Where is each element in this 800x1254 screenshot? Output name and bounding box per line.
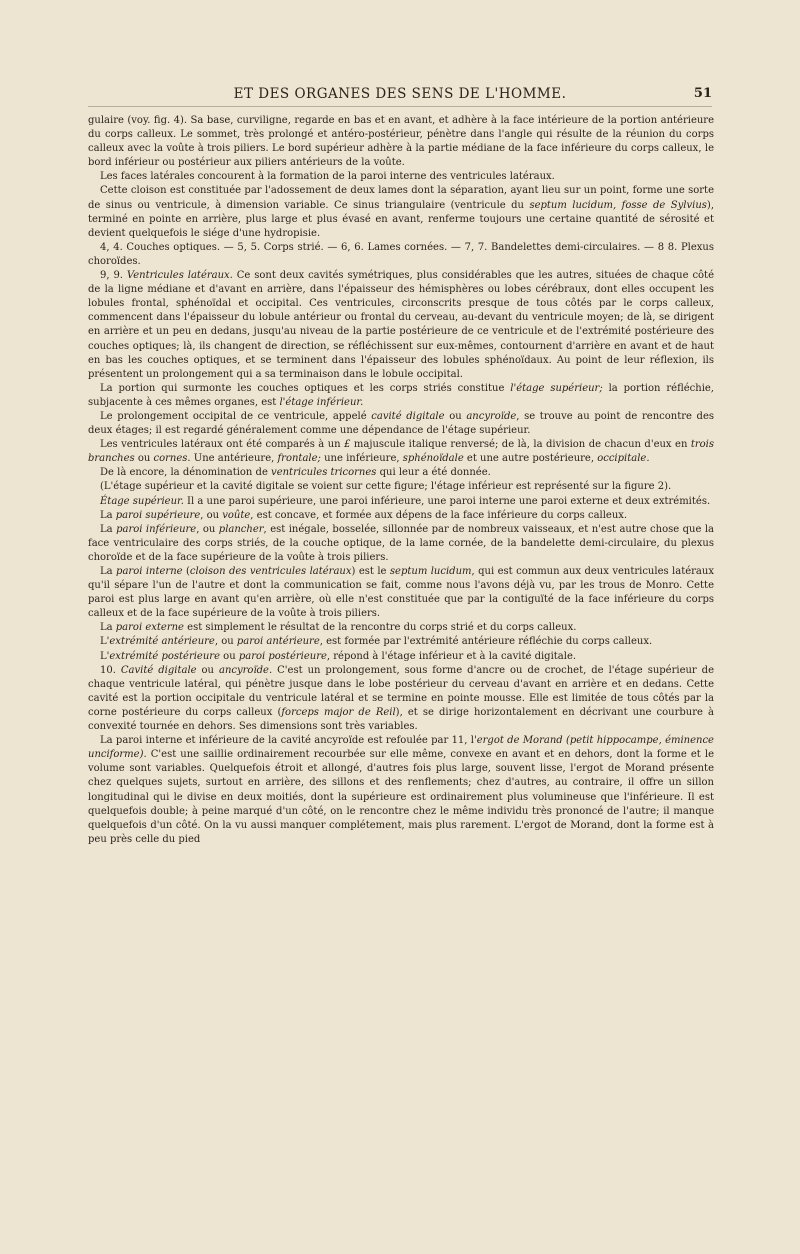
text-run: Les faces latérales concourent à la formation de la paroi interne des ventricules latéraux. bbox=[100, 171, 555, 183]
text-run: , ou bbox=[214, 636, 237, 648]
text-run: 9, 9. bbox=[100, 270, 127, 282]
text-run: 4, 4. Couches optiques. — 5, 5. Corps strié. — 6, 6. Lames cornées. — 7, 7. Bandelettes demi-circulaires. — 8 8. Plexus choroïdes. bbox=[88, 241, 714, 267]
text-run: De là encore, la dénomination de bbox=[100, 467, 272, 479]
text-run: . C'est un prolongement, sous forme d'ancre ou de crochet, de l'étage supérieur de chaque ventricule latéral, qui pénètre jusque dans le lobe postérieur du cerveau d'avant en arrière et en dedans. Cette cavité est la portion occipitale du ventricule latéral et se termine en pointe mousse. Elle est limitée de tous côtés par la corne postérieure du corps calleux ( bbox=[88, 664, 715, 718]
text-run: La bbox=[100, 523, 117, 535]
text-run: Cette cloison est constituée par l'adossement de deux lames dont la séparation, ayant lieu sur un point, forme une sorte de sinus ou ventricule, à dimension variable. Ce sinus triangulaire (ventricule du bbox=[88, 185, 714, 211]
text-run: , est formée par l'extrémité antérieure réfléchie du corps calleux. bbox=[319, 636, 653, 648]
italic-text: cornes bbox=[153, 453, 188, 465]
text-run: Ce sont deux cavités symétriques, plus considérables que les autres, situées de chaque côté de la ligne médiane et d'avant en arrière, dans l'épaisseur des hémisphères ou lobes cérébraux, dont elles occupent les lobules frontal, sphénoïdal et occipital. Ces ventricules, circonscrits presque de tous côtés par le corps calleux, commencent dans l'épaisseur du lobule antérieur ou frontal du cerveau, au-devant du ventricule moyen; de là, se dirigent en arrière et un peu en dedans, jusqu'au niveau de la partie postérieure de ce ventricule et de l'extrémité postérieure des couches optiques; là, ils changent de direction, se réfléchissent sur eux-mêmes, contournent d'arrière en avant et de haut en bas les couches optiques, et se terminent dans l'épaisseur des lobules sphénoïdaux. Au point de leur réflexion, ils présentent un prolongement qui a sa terminaison dans le lobule occipital. bbox=[88, 270, 714, 380]
italic-text: £ bbox=[344, 439, 351, 451]
text-run: ), et se dirige horizontalement en décrivant une courbure à convexité tournée en dehors. Ses dimensions sont très variables. bbox=[88, 706, 714, 733]
text-run: La portion qui surmonte les couches optiques et les corps striés constitue bbox=[100, 382, 511, 394]
paragraph bbox=[88, 114, 714, 170]
italic-text: sphénoïdale bbox=[402, 453, 464, 465]
text-run: ou bbox=[196, 664, 219, 676]
text-run: . C'est une saillie ordinairement recourbée sur elle même, convexe en avant et en dehors, dont la forme et le volume sont variables. Quelquefois étroit et allongé, d'autres fois plus large, souvent lisse, l'ergot de Morand présente chez quelques sujets, surtout en arrière, des sillons et des renflements; chez d'autres, au contraire, il offre un sillon longitudinal qui le divise en deux moitiés, dont la supérieure est ordinairement plus volumineuse que l'inférieure. Il est quelquefois double; à peine marqué d'un côté, on le rencontre chez le même individu très prononcé de l'autre; il manque quelquefois d'un côté. On la vu aussi manquer complétement, mais plus rarement. L'ergot de Morand, dont la forme est à peu près celle du pied bbox=[88, 749, 714, 845]
paragraph bbox=[88, 170, 714, 184]
text-run: majuscule italique renversé; de là, la division de chacun d'eux en bbox=[350, 439, 691, 451]
text-run: La bbox=[100, 509, 116, 521]
text-run: , ou bbox=[196, 523, 219, 535]
italic-text: paroi inférieure bbox=[116, 523, 197, 535]
paragraph bbox=[88, 734, 714, 847]
italic-text: ergot de Morand (petit hippocampe, éminence unciforme) bbox=[88, 735, 714, 761]
paragraph bbox=[88, 621, 714, 635]
italic-text: extrémité postérieure bbox=[109, 650, 220, 662]
paragraph bbox=[88, 269, 714, 382]
paragraph bbox=[88, 664, 714, 734]
text-run: la portion réfléchie, subjacente à ces mêmes organes, est bbox=[88, 382, 714, 408]
paragraph bbox=[88, 509, 714, 523]
italic-text: forceps major de Reil bbox=[281, 706, 396, 718]
text-run: 10. bbox=[100, 664, 121, 676]
italic-text: extrémité antérieure bbox=[109, 636, 215, 648]
text-run: , est inégale, bosselée, sillonnée par de nombreux vaisseaux, et n'est autre chose que la face ventriculaire des corps striés, de la couche optique, de la lame cornée, de la bandelette demi-circulaire, du plexus choroïde et de la face supérieure de la voûte à trois piliers. bbox=[88, 523, 715, 563]
text-run: ), terminé en pointe en arrière, plus large et plus évasé en avant, renferme toujours une certaine quantité de sérosité et devient quelquefois le siége d'une hydropisie. bbox=[88, 199, 715, 239]
text-run: , ou bbox=[200, 509, 223, 521]
text-run: Les ventricules latéraux ont été comparés à un bbox=[100, 439, 345, 451]
text-run: qui leur a été donnée. bbox=[376, 467, 491, 479]
italic-text: cavité digitale bbox=[371, 410, 445, 422]
italic-text: l'étage supérieur; bbox=[510, 382, 603, 394]
paragraph bbox=[88, 480, 714, 494]
paragraph bbox=[88, 438, 714, 466]
italic-text: frontale; bbox=[277, 453, 321, 465]
text-run: (L'étage supérieur et la cavité digitale se voient sur cette figure; l'étage inférieur est représenté sur la figure 2). bbox=[100, 481, 672, 493]
italic-text: cloison des ventricules latéraux bbox=[189, 566, 352, 577]
text-run: ou bbox=[220, 650, 239, 662]
paragraph bbox=[88, 495, 714, 509]
text-run: L' bbox=[100, 650, 110, 662]
italic-text: plancher bbox=[218, 523, 264, 535]
text-run: , se trouve au point de rencontre des deux étages; il est regardé généralement comme une dépendance de l'étage supérieur. bbox=[88, 410, 715, 437]
paragraph bbox=[88, 565, 714, 621]
page-header bbox=[88, 86, 712, 107]
italic-text: paroi supérieure bbox=[115, 509, 201, 521]
paragraph bbox=[88, 241, 714, 269]
text-run: gulaire (voy. fig. 4). Sa base, curviligne, regarde en bas et en avant, et adhère à la face intérieure de la portion antérieure du corps calleux. Le sommet, très prolongé et antéro-postérieur, pénètre dans l'angle qui résulte de la réunion du corps calleux avec la voûte à trois piliers. Le bord supérieur adhère à la partie médiane de la face inférieure du corps calleux, le bord inférieur ou postérieur aux piliers antérieurs de la voûte. bbox=[88, 115, 714, 169]
italic-text: ancyroïde bbox=[218, 664, 269, 676]
text-run: et une autre postérieure, bbox=[463, 453, 598, 465]
paragraph bbox=[88, 382, 714, 410]
italic-text: occipitale. bbox=[597, 453, 650, 465]
paragraph bbox=[88, 466, 714, 480]
text-run: Le prolongement occipital de ce ventricule, appelé bbox=[100, 410, 372, 422]
text-run: La bbox=[100, 622, 116, 634]
text-run: une inférieure, bbox=[320, 453, 403, 465]
italic-text: paroi postérieure bbox=[238, 650, 327, 662]
text-run: . Une antérieure, bbox=[187, 453, 278, 465]
page-number: 51 bbox=[693, 86, 712, 101]
paragraph bbox=[88, 184, 714, 240]
italic-text: paroi interne bbox=[116, 566, 183, 577]
running-title: ET DES ORGANES DES SENS DE L'HOMME. bbox=[233, 86, 567, 102]
italic-text: paroi antérieure bbox=[236, 636, 320, 648]
text-run: ) est le bbox=[351, 566, 390, 577]
italic-text: septum lucidum, fosse de Sylvius bbox=[529, 199, 707, 211]
text-run: ( bbox=[182, 566, 190, 577]
text-run: , répond à l'étage inférieur et à la cavité digitale. bbox=[326, 650, 577, 662]
paragraph bbox=[88, 410, 714, 438]
text-run: Il a une paroi supérieure, une paroi inférieure, une paroi interne une paroi externe et deux extrémités. bbox=[183, 495, 711, 507]
paragraph bbox=[88, 523, 714, 565]
italic-text: paroi externe bbox=[115, 622, 184, 634]
paragraph bbox=[88, 635, 714, 649]
text-run: La paroi interne et inférieure de la cavité ancyroïde est refoulée par 11, l' bbox=[100, 735, 477, 747]
body-text bbox=[88, 114, 714, 847]
paragraph bbox=[88, 650, 714, 664]
italic-text: septum lucidum bbox=[389, 566, 472, 577]
italic-text: ventricules tricornes bbox=[271, 467, 377, 479]
italic-text: Ventricules latéraux. bbox=[126, 270, 233, 282]
text-run: , qui est commun aux deux ventricules latéraux qu'il sépare l'un de l'autre et dont la communication se fait, comme nous l'avons déjà vu, par les trous de Monro. Cette paroi est plus large en avant qu'en arrière, où elle n'est constituée que par la contiguïté de la face inférieure du corps calleux et de la face supérieure de la voûte à trois piliers. bbox=[88, 566, 714, 620]
italic-text: ancyroïde bbox=[466, 410, 517, 422]
italic-text: Cavité digitale bbox=[120, 664, 197, 676]
italic-text: trois branches bbox=[88, 439, 714, 465]
text-run: La bbox=[100, 566, 117, 577]
italic-text: Étage supérieur. bbox=[100, 495, 184, 507]
italic-text: voûte bbox=[222, 509, 251, 521]
text-run: ou bbox=[134, 453, 154, 465]
text-run: est simplement le résultat de la rencontre du corps strié et du corps calleux. bbox=[183, 622, 577, 634]
text-run: ou bbox=[444, 410, 467, 422]
text-run: L' bbox=[100, 636, 110, 648]
text-run: , est concave, et formée aux dépens de la face inférieure du corps calleux. bbox=[250, 509, 628, 521]
italic-text: l'étage inférieur. bbox=[279, 396, 364, 408]
